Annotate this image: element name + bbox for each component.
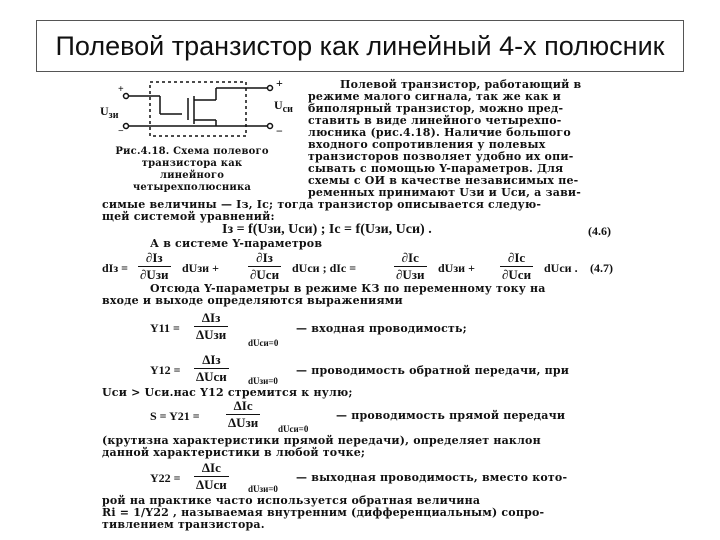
figure-caption-1: Рис.4.18. Схема полевого: [115, 146, 269, 157]
figure-caption-3: линейного: [159, 170, 225, 181]
text-line: А в системе Y-параметров: [150, 237, 323, 250]
text-line: Полевой транзистор, работающий в: [340, 78, 582, 91]
y11-description: — входная проводимость;: [296, 322, 467, 335]
y11-label: Y11 =: [150, 321, 180, 335]
text-line: люсника (рис.4.18). Наличие большого: [308, 126, 571, 139]
u-out-label: $U_{си}$: [274, 98, 293, 115]
plus-left-label: +: [118, 84, 124, 95]
text-line: Отсюда Y-параметры в режиме КЗ по переменному току на: [150, 282, 546, 295]
plus-right-label: +: [276, 76, 283, 90]
y12-condition: dUзи=0: [248, 376, 278, 386]
fraction-y11: ΔIз ΔUзи: [196, 310, 227, 342]
text-line: рой на практике часто используется обратная величина: [102, 494, 481, 507]
equation-number-4-6: (4.6): [588, 224, 611, 238]
text-line: симые величины — Iз, Iс; тогда транзистор описывается следую-: [102, 198, 542, 211]
y22-label: Y22 =: [150, 471, 181, 485]
text-line: транзисторов позволяет удобно их опи-: [308, 150, 574, 163]
text-line: схемы с ОИ в качестве независимых пе-: [308, 174, 579, 187]
minus-left-label: −: [118, 126, 124, 137]
y22-description: — выходная проводимость, вместо кото-: [296, 471, 568, 484]
s-description: — проводимость прямой передачи: [336, 409, 566, 422]
fraction-s: ΔIс ΔUзи: [228, 398, 259, 430]
equation-number-4-7: (4.7): [590, 261, 613, 275]
eq47-mid: dUзи +: [182, 261, 219, 275]
text-line: входе и выходе определяются выражениями: [102, 294, 403, 307]
title-box: [36, 20, 684, 72]
u-in-label: $U_{зи}$: [100, 104, 119, 121]
text-line: ременных принимают Uзи и Uси, а зави-: [308, 186, 582, 199]
text-line: биполярный транзистор, можно пред-: [308, 102, 564, 115]
text-line: режиме малого сигнала, так же как и: [308, 90, 561, 103]
s-note-1: (крутизна характеристики прямой передачи), определяет наклон: [102, 434, 541, 447]
text-line: входного сопротивления у полевых: [308, 138, 546, 151]
equation-4-6: Iз = f(Uзи, Uси) ; Iс = f(Uзи, Uси) .: [222, 222, 432, 237]
s-label: S = Y21 =: [150, 409, 200, 423]
s-note-2: данной характеристики в любой точке;: [102, 446, 366, 459]
y12-note: Uси > Uси.нас Y12 стремится к нулю;: [102, 386, 353, 399]
minus-right-label: −: [276, 124, 283, 138]
eq47-mid3: dUзи +: [438, 261, 475, 275]
fraction-y12: ΔIз ΔUси: [196, 352, 227, 384]
circuit-diagram: [98, 74, 298, 146]
eq47-left: dIз =: [102, 261, 129, 275]
fraction-dic-duzi: ∂Iс ∂Uзи: [396, 250, 425, 282]
y11-condition: dUси=0: [248, 338, 279, 348]
figure-caption-4: четырехполюсника: [132, 182, 252, 193]
fraction-di3-duzi: ∂Iз ∂Uзи: [140, 250, 169, 282]
text-line: тивлением транзистора.: [102, 518, 265, 531]
y12-description: — проводимость обратной передачи, при: [296, 364, 570, 377]
slide-title: Полевой транзистор как линейный 4-х полюсник: [55, 30, 665, 61]
scanned-page: [98, 74, 634, 536]
s-condition: dUси=0: [278, 424, 309, 434]
eq47-mid2: dUси ; dIс =: [292, 261, 357, 275]
y12-label: Y12 =: [150, 363, 181, 377]
fraction-dic-dusi: ∂Iс ∂Uси: [502, 250, 532, 282]
fraction-y22: ΔIс ΔUси: [196, 460, 227, 492]
text-line: щей системой уравнений:: [102, 210, 275, 223]
figure-caption-2: транзистора как: [141, 158, 243, 169]
fraction-di3-dusi: ∂Iз ∂Uси: [250, 250, 280, 282]
text-line: Ri = 1/Y22 , называемая внутренним (дифференциальным) сопро-: [102, 506, 545, 519]
text-line: ставить в виде линейного четырехпо-: [308, 114, 562, 127]
eq47-end: dUси .: [544, 261, 578, 275]
y22-condition: dUзи=0: [248, 484, 278, 494]
text-line: сывать с помощью Y-параметров. Для: [308, 162, 564, 175]
